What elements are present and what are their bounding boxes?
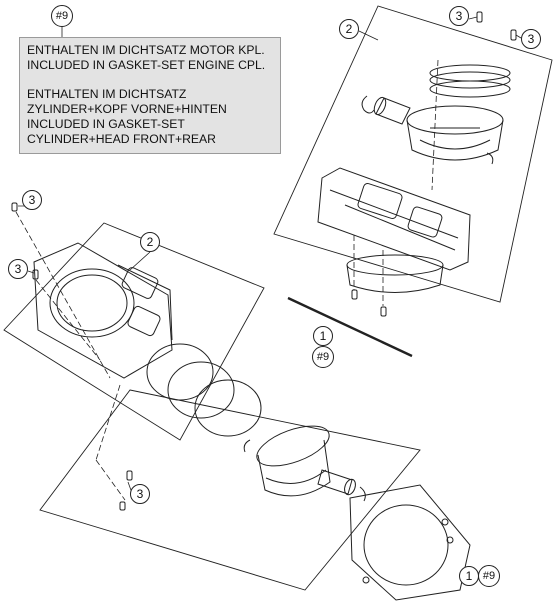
callout-part-1-bottom[interactable]: 1 — [459, 566, 479, 586]
dowel-upper-a — [477, 12, 482, 22]
piston-rings-upper — [430, 65, 510, 97]
dowel-lower-a — [12, 203, 17, 211]
upper-frame — [274, 6, 552, 302]
piston-pin-lower — [318, 470, 357, 496]
dowel-lower-c — [127, 471, 132, 480]
circlip-lower-left — [244, 440, 250, 452]
cylinder-base-gasket — [350, 485, 470, 600]
circlip-lower-right — [360, 487, 365, 501]
note-line-3: ENTHALTEN IM DICHTSATZ — [27, 87, 187, 101]
note-line-4: ZYLINDER+KOPF VORNE+HINTEN — [27, 102, 227, 116]
dowel-lower-d — [120, 502, 125, 510]
callout-part-2-lower[interactable]: 2 — [140, 232, 160, 252]
note-line-1: ENTHALTEN IM DICHTSATZ MOTOR KPL. — [27, 43, 265, 57]
lower-frame — [4, 223, 264, 440]
callout-part-3-left-b[interactable]: 3 — [8, 259, 28, 279]
callout-part-3-upper-a[interactable]: 3 — [449, 6, 469, 26]
note-line-2: INCLUDED IN GASKET-SET ENGINE CPL. — [27, 58, 266, 72]
callout-part-3-upper-b[interactable]: 3 — [521, 29, 541, 49]
piston-pin-upper — [372, 96, 410, 124]
callout-part-1-mid[interactable]: 1 — [313, 326, 333, 346]
head-gasket-strip — [288, 298, 412, 356]
alignment-lines-lower — [16, 212, 125, 500]
callout-ref-mid[interactable]: #9 — [312, 346, 334, 368]
note-spacer — [27, 73, 273, 87]
cylinder-upper — [318, 168, 470, 293]
callout-part-2-upper[interactable]: 2 — [339, 19, 359, 39]
piston-upper — [407, 106, 503, 160]
dowel-upper-b — [511, 30, 516, 40]
callout-ref-bottom[interactable]: #9 — [478, 565, 500, 587]
note-line-5: INCLUDED IN GASKET-SET — [27, 117, 185, 131]
callout-part-3-left-a[interactable]: 3 — [22, 190, 42, 210]
callout-part-3-bottom[interactable]: 3 — [130, 484, 150, 504]
gasket-set-note — [19, 37, 281, 154]
note-line-6: CYLINDER+HEAD FRONT+REAR — [27, 132, 216, 146]
callout-ref-note[interactable]: #9 — [51, 5, 73, 27]
piston-rings-lower — [147, 344, 261, 436]
dowel-upper-c — [352, 290, 357, 299]
dowel-upper-d — [381, 307, 386, 316]
dowel-lower-b — [33, 270, 38, 279]
circlip-upper-left — [362, 96, 374, 113]
